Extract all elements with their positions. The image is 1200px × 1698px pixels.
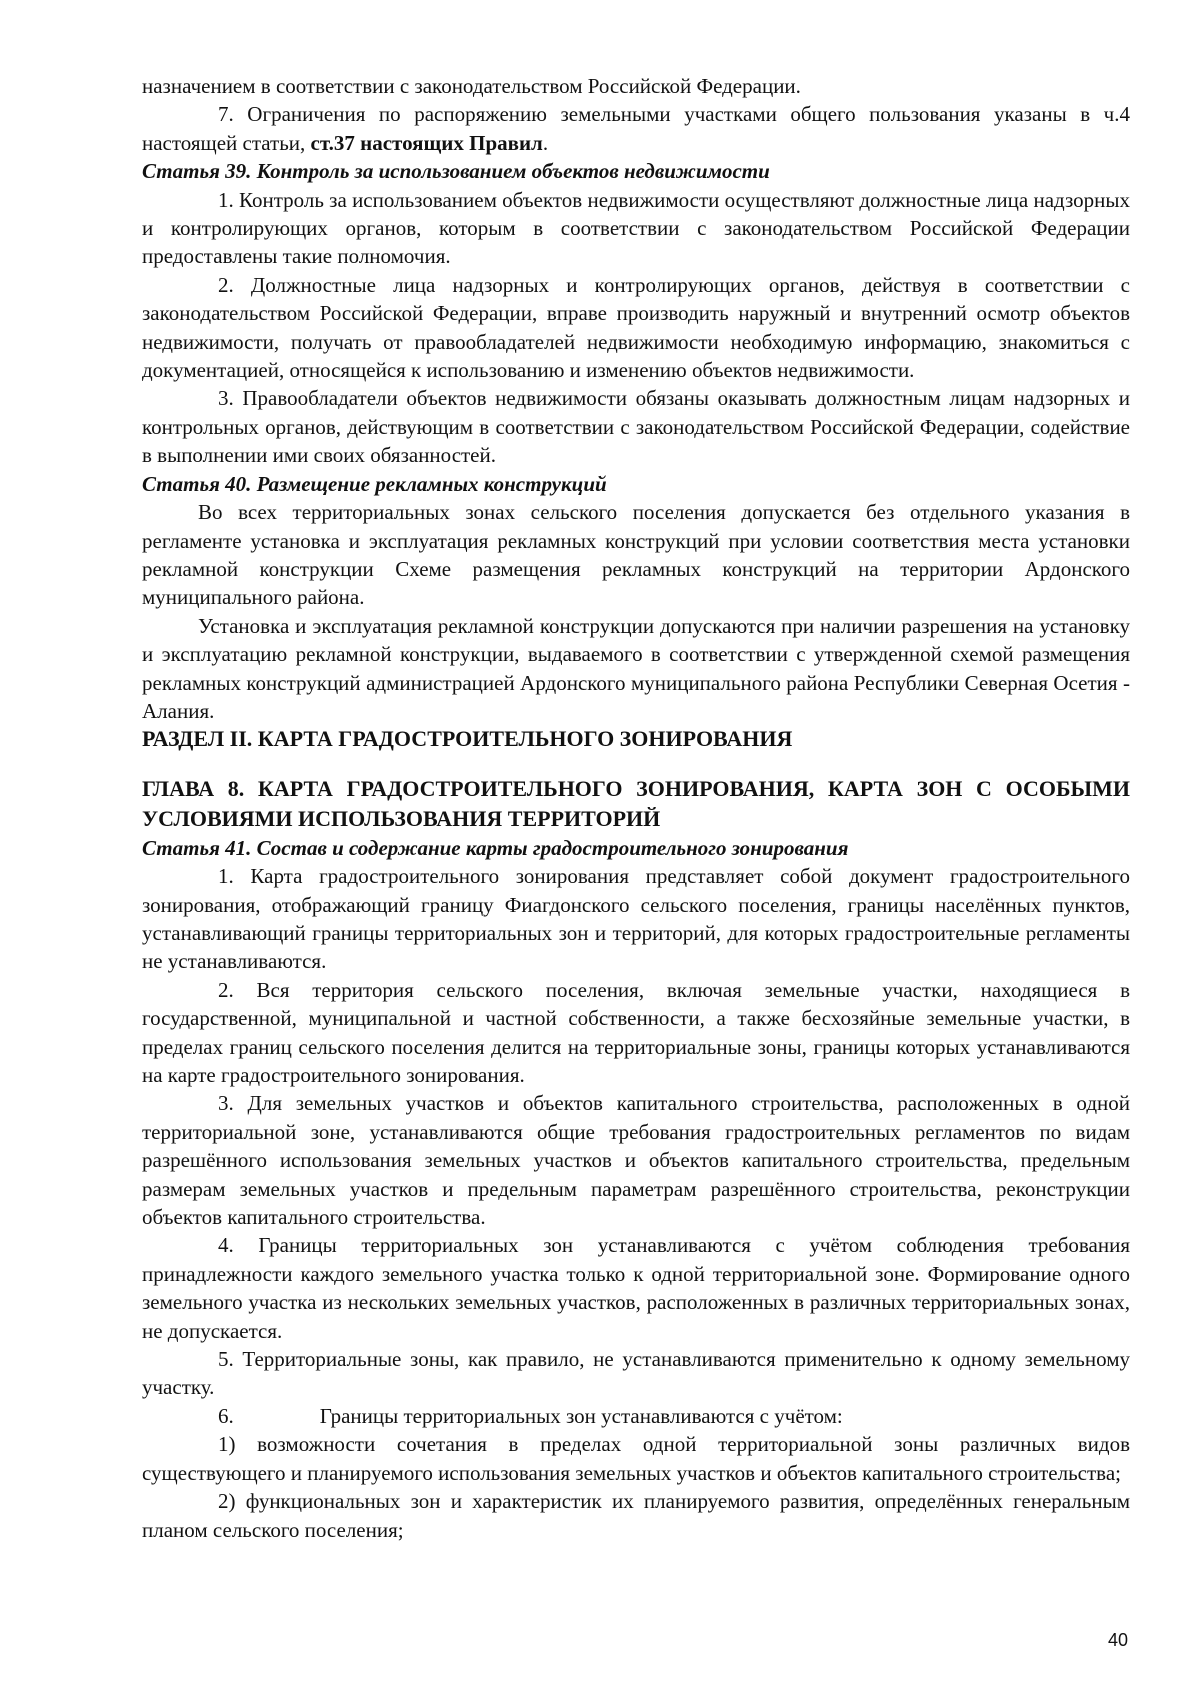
document-page — [142, 72, 1130, 1544]
section-heading: РАЗДЕЛ II. КАРТА ГРАДОСТРОИТЕЛЬНОГО ЗОНИРОВАНИЯ — [142, 726, 793, 752]
paragraph — [142, 100, 1130, 157]
paragraph: 1. Контроль за использованием объектов недвижимости осуществляют должностные лица надзорных и контролирующих органов, которым в соответствии с законодательством Российской Федерации предоставлены такие полномочия. — [142, 187, 1130, 269]
article-heading: Статья 39. Контроль за использованием объектов недвижимости — [142, 159, 770, 184]
paragraph: Во всех территориальных зонах сельского поселения допускается без отдельного указания в регламенте установка и эксплуатация рекламных конструкций при условии соответствия места установки рекламной конструкции Схеме размещения рекламных конструкций на территории Ардонского муниципального района. — [142, 500, 1130, 610]
paragraph: 4. Границы территориальных зон устанавливаются с учётом соблюдения требования принадлежности каждого земельного участка только к одной территориальной зоне. Формирование одного земельного участка из нескольких земельных участков, расположенных в различных территориальных зонах, не допускается. — [142, 1233, 1130, 1343]
paragraph: 3. Правообладатели объектов недвижимости обязаны оказывать должностным лицам надзорных и контрольных органов, действующим в соответствии с законодательством Российской Федерации, содействие в выполнении ими своих обязанностей. — [142, 386, 1130, 468]
paragraph: 5. Территориальные зоны, как правило, не устанавливаются применительно к одному земельному участку. — [142, 1347, 1130, 1400]
paragraph: Установка и эксплуатация рекламной конструкции допускаются при наличии разрешения на установку и эксплуатацию рекламной конструкции, выдаваемого в соответствии с утвержденной схемой размещения рекламных конструкций администрацией Ардонского муниципального района Республики Северная Осетия - Алания. — [142, 613, 1130, 723]
article-heading: Статья 41. Состав и содержание карты градостроительного зонирования — [142, 835, 849, 860]
paragraph: 3. Для земельных участков и объектов капитального строительства, расположенных в одной территориальной зоне, устанавливаются общие требования градостроительных регламентов по видам разрешённого использования земельных участков и объектов капитального строительства, предельным размерам земельных участков и предельным параметрам разрешённого строительства, реконструкции объектов капитального строительства. — [142, 1091, 1130, 1230]
paragraph: 1) возможности сочетания в пределах одной территориальной зоны различных видов существующего и планируемого использования земельных участков и объектов капитального строительства; — [142, 1432, 1130, 1485]
paragraph: 1. Карта градостроительного зонирования представляет собой документ градостроительного зонирования, отображающий границу Фиагдонского сельского поселения, границы населённых пунктов, устанавливающий границы территориальных зон и территорий, для которых градостроительные регламенты не устанавливаются. — [142, 864, 1130, 974]
paragraph: 2. Вся территория сельского поселения, включая земельные участки, находящиеся в государственной, муниципальной и частной собственности, а также бесхозяйные земельные участки, в пределах границ сельского поселения делится на территориальные зоны, границы которых устанавливаются на карте градостроительного зонирования. — [142, 977, 1130, 1087]
bold-reference: ст.37 настоящих Правил — [310, 130, 543, 155]
text-run: Границы территориальных зон устанавливаются с учётом: — [319, 1403, 843, 1428]
paragraph: 2) функциональных зон и характеристик их планируемого развития, определённых генеральным планом сельского поселения; — [142, 1489, 1130, 1542]
text-run: 7. Ограничения по распоряжению земельными участками общего пользования указаны в ч.4 настоящей статьи, — [142, 102, 1130, 155]
list-number: 6. — [218, 1403, 234, 1428]
text-run: . — [542, 130, 549, 155]
paragraph: назначением в соответствии с законодательством Российской Федерации. — [142, 74, 801, 98]
paragraph: 2. Должностные лица надзорных и контролирующих органов, действуя в соответствии с законодательством Российской Федерации, вправе производить наружный и внутренний осмотр объектов недвижимости, получать от правообладателей недвижимости необходимую информацию, знакомиться с документацией, относящейся к использованию и изменению объектов недвижимости. — [142, 272, 1130, 383]
chapter-heading: ГЛАВА 8. КАРТА ГРАДОСТРОИТЕЛЬНОГО ЗОНИРОВАНИЯ, КАРТА ЗОН С ОСОБЫМИ УСЛОВИЯМИ ИСПОЛЬЗОВАНИЯ ТЕРРИТОРИЙ — [142, 775, 1130, 831]
paragraph — [142, 1402, 1130, 1430]
article-heading: Статья 40. Размещение рекламных конструкций — [142, 471, 607, 496]
page-number: 40 — [1108, 1630, 1129, 1650]
